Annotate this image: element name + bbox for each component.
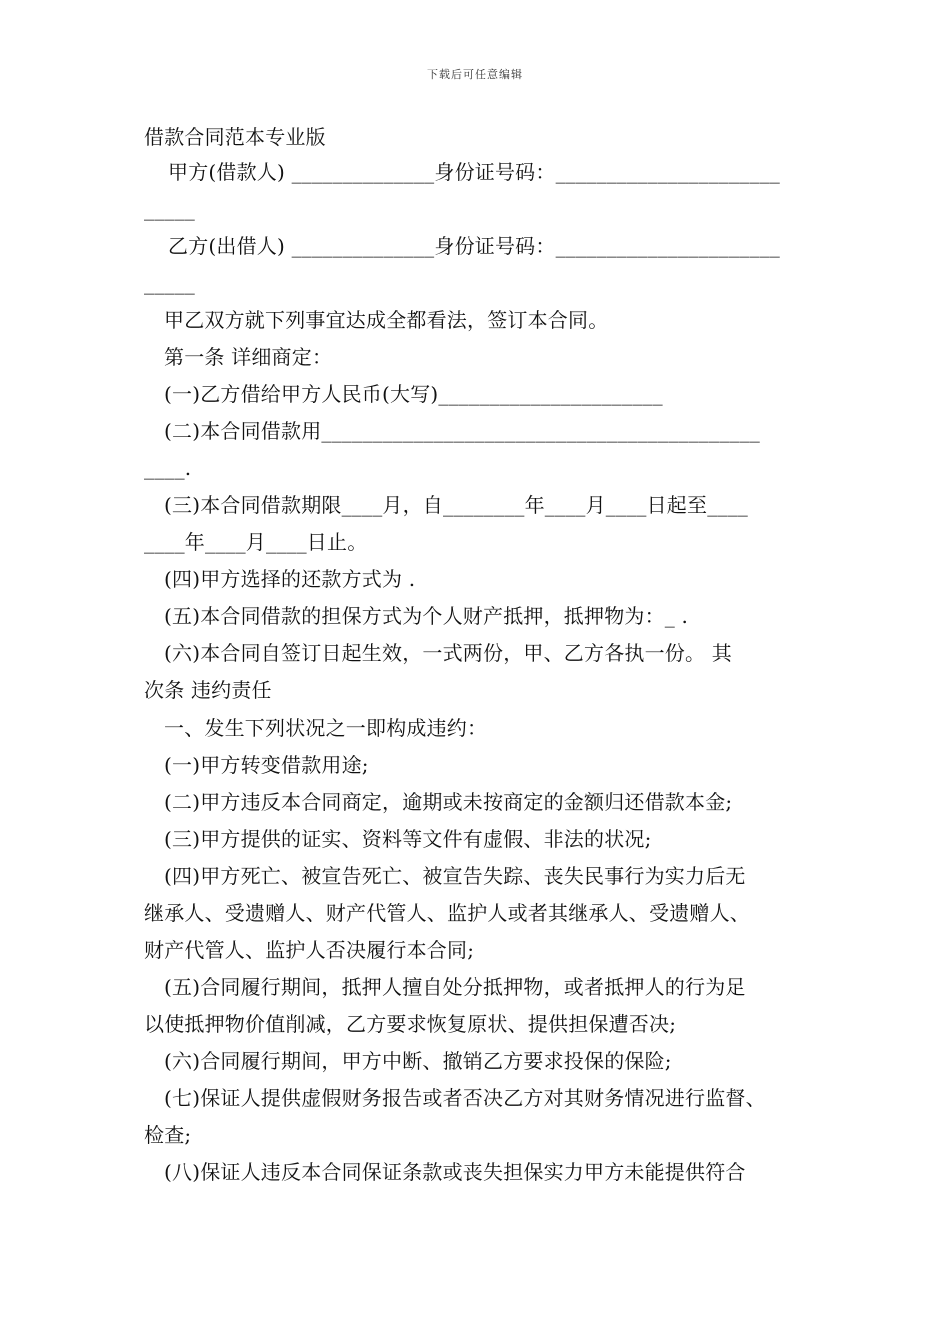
breach-item-cont: 检查;	[144, 1123, 192, 1147]
clause-line: (五)本合同借款的担保方式为个人财产抵押，抵押物为：_ .	[164, 604, 689, 628]
breach-item-cont: 以使抵押物价值削减，乙方要求恢复原状、提供担保遭否决;	[144, 1012, 677, 1036]
clause-line-cont: ____.	[144, 456, 192, 480]
clause-line: (四)甲方选择的还款方式为 .	[164, 567, 416, 591]
article-1-heading: 第一条 详细商定：	[164, 345, 333, 369]
clause-line-cont: ____年____月____日止。	[144, 530, 368, 554]
party-b-line: 乙方(出借人) ______________身份证号码：______________________	[168, 234, 780, 258]
clause-line: (二)本合同借款用___________________________________________	[164, 419, 761, 443]
breach-item: (七)保证人提供虚假财务报告或者否决乙方对其财务情况进行监督、	[164, 1086, 766, 1110]
breach-item: (三)甲方提供的证实、资料等文件有虚假、非法的状况;	[164, 827, 652, 851]
clause-line: (六)本合同自签订日起生效，一式两份，甲、乙方各执一份。 其	[164, 641, 732, 665]
breach-item-cont: 财产代管人、监护人否决履行本合同;	[144, 938, 475, 962]
breach-item: (六)合同履行期间，甲方中断、撤销乙方要求投保的保险;	[164, 1049, 672, 1073]
party-a-line-cont: _____	[144, 197, 195, 221]
clause-line: (三)本合同借款期限____月，自________年____月____日起至____	[164, 493, 749, 517]
agreement-intro: 甲乙双方就下列事宜达成全都看法，签订本合同。	[164, 308, 609, 332]
party-b-line-cont: _____	[144, 271, 195, 295]
party-a-line: 甲方(借款人) ______________身份证号码：______________________	[168, 160, 780, 184]
breach-item: (一)甲方转变借款用途;	[164, 753, 369, 777]
breach-item: (四)甲方死亡、被宣告死亡、被宣告失踪、丧失民事行为实力后无	[164, 864, 746, 888]
breach-item-cont: 继承人、受遗赠人、财产代管人、监护人或者其继承人、受遗赠人、	[144, 901, 750, 925]
clause-line: (一)乙方借给甲方人民币(大写)______________________	[164, 382, 663, 406]
document-title: 借款合同范本专业版	[144, 125, 326, 149]
breach-intro: 一、发生下列状况之一即构成违约：	[164, 716, 488, 740]
breach-item: (五)合同履行期间，抵押人擅自处分抵押物，或者抵押人的行为足	[164, 975, 746, 999]
article-2-heading: 次条 违约责任	[144, 678, 272, 702]
page-header: 下载后可任意编辑	[427, 68, 523, 81]
breach-item: (八)保证人违反本合同保证条款或丧失担保实力甲方未能提供符合	[164, 1160, 746, 1184]
breach-item: (二)甲方违反本合同商定，逾期或未按商定的金额归还借款本金;	[164, 790, 733, 814]
